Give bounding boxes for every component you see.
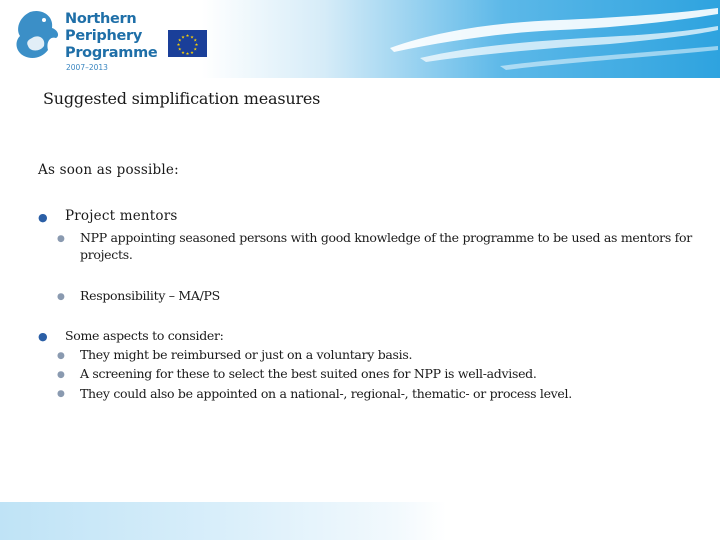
sub-item-line: A screening for these to select the best suited ones for NPP is well-advised. — [80, 366, 537, 381]
bullet-project-mentors: Project mentors — [65, 208, 178, 224]
logo-line-programme: Programme — [65, 45, 158, 61]
eu-flag-icon — [168, 30, 207, 57]
svg-text:★: ★ — [177, 37, 182, 43]
decorative-wave-graphic — [380, 0, 720, 78]
svg-text:★: ★ — [190, 34, 194, 40]
svg-text:★: ★ — [194, 42, 199, 48]
header-banner — [0, 0, 720, 78]
svg-text:★: ★ — [177, 46, 182, 52]
slide-title: Suggested simplification measures — [43, 89, 321, 108]
svg-text:★: ★ — [176, 42, 181, 48]
bullet-icon: ● — [38, 330, 48, 343]
programme-years: 2007–2013 — [66, 63, 108, 72]
sub-item-line: projects. — [80, 247, 133, 262]
bullet-icon: ● — [38, 211, 48, 224]
sub-bullet-icon: ● — [57, 389, 65, 399]
sub-item-line: NPP appointing seasoned persons with good knowledge of the programme to be used as mentors for — [80, 230, 692, 245]
sub-bullet-icon: ● — [57, 234, 65, 244]
section-heading: As soon as possible: — [38, 162, 179, 178]
sub-bullet-icon: ● — [57, 351, 65, 361]
footer-band — [0, 502, 720, 540]
svg-text:★: ★ — [193, 46, 198, 52]
svg-text:★: ★ — [190, 50, 194, 55]
sub-bullet-icon: ● — [57, 370, 65, 380]
svg-text:★: ★ — [181, 50, 185, 55]
logo-line-northern: Northern — [65, 11, 137, 27]
sub-bullet-icon: ● — [57, 292, 65, 302]
programme-name — [65, 11, 157, 62]
svg-text:★: ★ — [193, 37, 198, 43]
sub-item-line: They could also be appointed on a national-, regional-, thematic- or process level. — [80, 386, 572, 401]
svg-text:★: ★ — [185, 33, 190, 39]
logo-line-periphery: Periphery — [65, 28, 143, 44]
svg-text:★: ★ — [185, 51, 190, 57]
bullet-some-aspects: Some aspects to consider: — [65, 328, 224, 343]
bird-logo-icon — [12, 8, 62, 66]
sub-item-line: They might be reimbursed or just on a voluntary basis. — [80, 347, 413, 362]
sub-item-line: Responsibility – MA/PS — [80, 288, 220, 303]
npp-logo[interactable] — [12, 8, 158, 74]
svg-text:★: ★ — [181, 34, 185, 40]
